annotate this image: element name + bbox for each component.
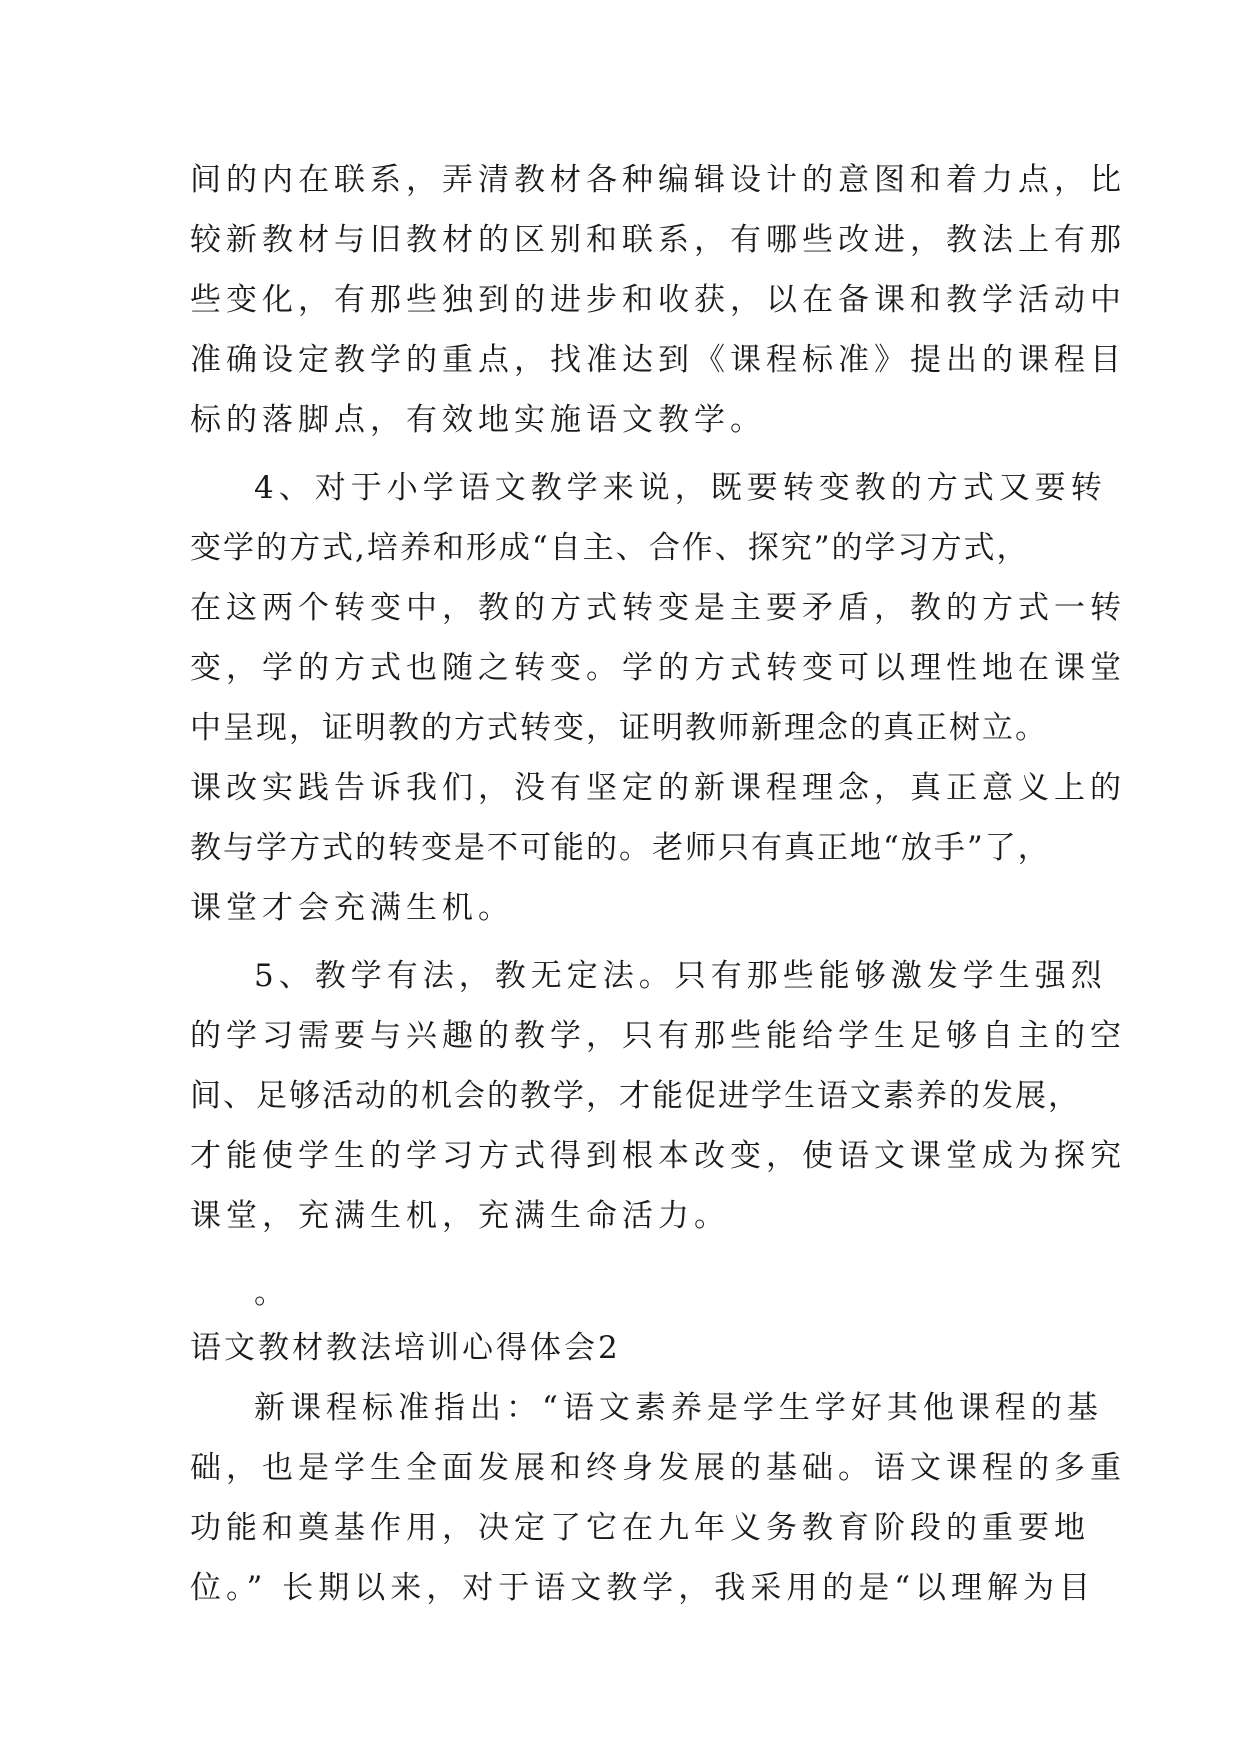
text-line: 功能和奠基作用，决定了它在九年义务教育阶段的重要地 [190,1510,1090,1546]
text-line: 变，学的方式也随之转变。学的方式转变可以理性地在课堂 [190,650,1126,686]
text-line: 课改实践告诉我们，没有坚定的新课程理念，真正意义上的 [190,770,1126,806]
stray-period: 。 [254,1275,290,1311]
text-line: 课堂才会充满生机。 [190,890,514,926]
text-line: 在这两个转变中，教的方式转变是主要矛盾，教的方式一转 [190,590,1126,626]
text-line: 准确设定教学的重点，找准达到《课程标准》提出的课程目 [190,342,1126,378]
paragraph-start: 新课程标准指出：“语文素养是学生学好其他课程的基 [254,1390,1103,1426]
text-line: 课堂，充满生机，充满生命活力。 [190,1198,730,1234]
text-line: 础，也是学生全面发展和终身发展的基础。语文课程的多重 [190,1450,1126,1486]
text-line: 变学的方式,培养和形成“自主、合作、探究”的学习方式， [190,530,1030,566]
text-line: 较新教材与旧教材的区别和联系，有哪些改进，教法上有那 [190,222,1126,258]
text-line: 才能使学生的学习方式得到根本改变，使语文课堂成为探究 [190,1138,1126,1174]
text-line: 教与学方式的转变是不可能的。老师只有真正地“放手”了， [190,830,1051,866]
document-page [190,150,1126,1618]
text-line: 些变化，有那些独到的进步和收获，以在备课和教学活动中 [190,282,1126,318]
text-line: 间的内在联系，弄清教材各种编辑设计的意图和着力点，比 [190,162,1126,198]
text-line: 位。” 长期以来，对于语文教学，我采用的是“以理解为目 [190,1570,1096,1606]
section-heading: 语文教材教法培训心得体会2 [190,1330,621,1366]
paragraph-4-start: 4、对于小学语文教学来说，既要转变教的方式又要转 [254,470,1107,506]
text-line: 标的落脚点，有效地实施语文教学。 [190,402,766,438]
paragraph-5-start: 5、教学有法，教无定法。只有那些能够激发学生强烈 [254,958,1107,994]
text-line: 的学习需要与兴趣的教学，只有那些能给学生足够自主的空 [190,1018,1126,1054]
text-line: 间、足够活动的机会的教学，才能促进学生语文素养的发展， [190,1078,1081,1114]
text-line: 中呈现，证明教的方式转变，证明教师新理念的真正树立。 [190,710,1048,746]
